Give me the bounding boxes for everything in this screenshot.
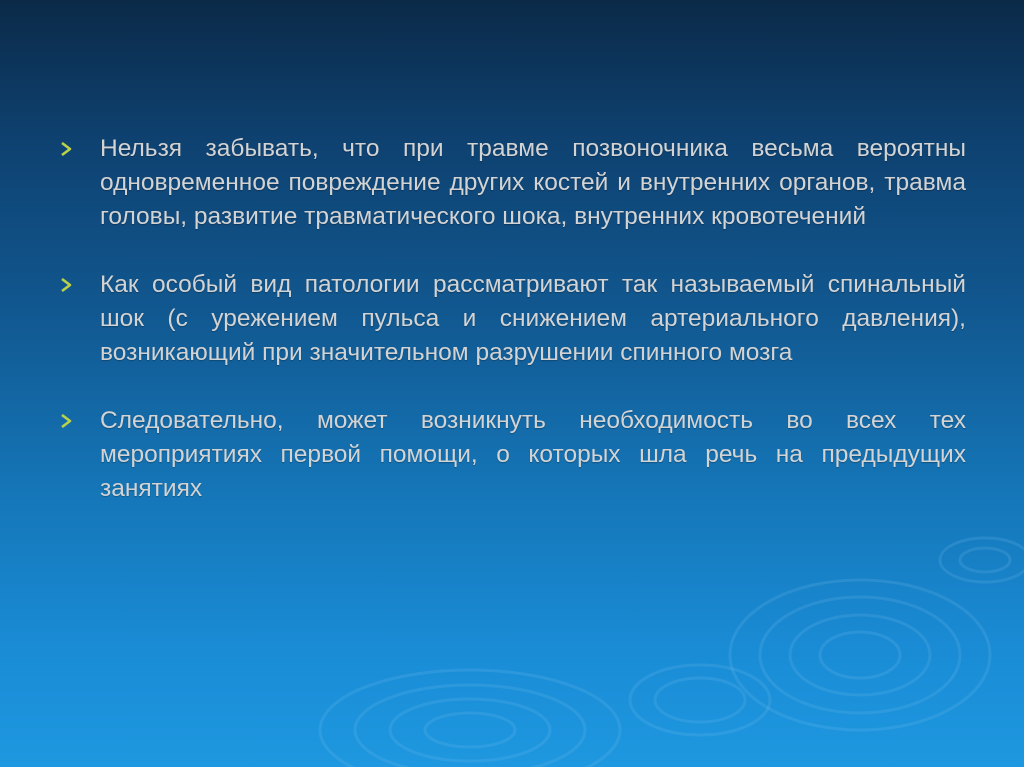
bullet-item [60,132,966,234]
bullet-list [60,132,966,540]
bullet-text: Как особый вид патологии рассматривают так называемый спинальный шок (с урежением пульса и снижением артериального давления), возникающий при значительном разрушении спинного мозга [100,271,966,366]
bullet-item [60,404,966,506]
bullet-text: Следовательно, может возникнуть необходимость во всех тех мероприятиях первой помощи, о которых шла речь на предыдущих занятиях [100,407,966,502]
bullet-text: Нельзя забывать, что при травме позвоночника весьма вероятны одновременное повреждение других костей и внутренних органов, травма головы, развитие травматического шока, внутренних кровотечений [100,135,966,230]
chevron-right-icon [60,142,74,156]
bullet-item [60,268,966,370]
chevron-right-icon [60,278,74,292]
chevron-right-icon [60,414,74,428]
